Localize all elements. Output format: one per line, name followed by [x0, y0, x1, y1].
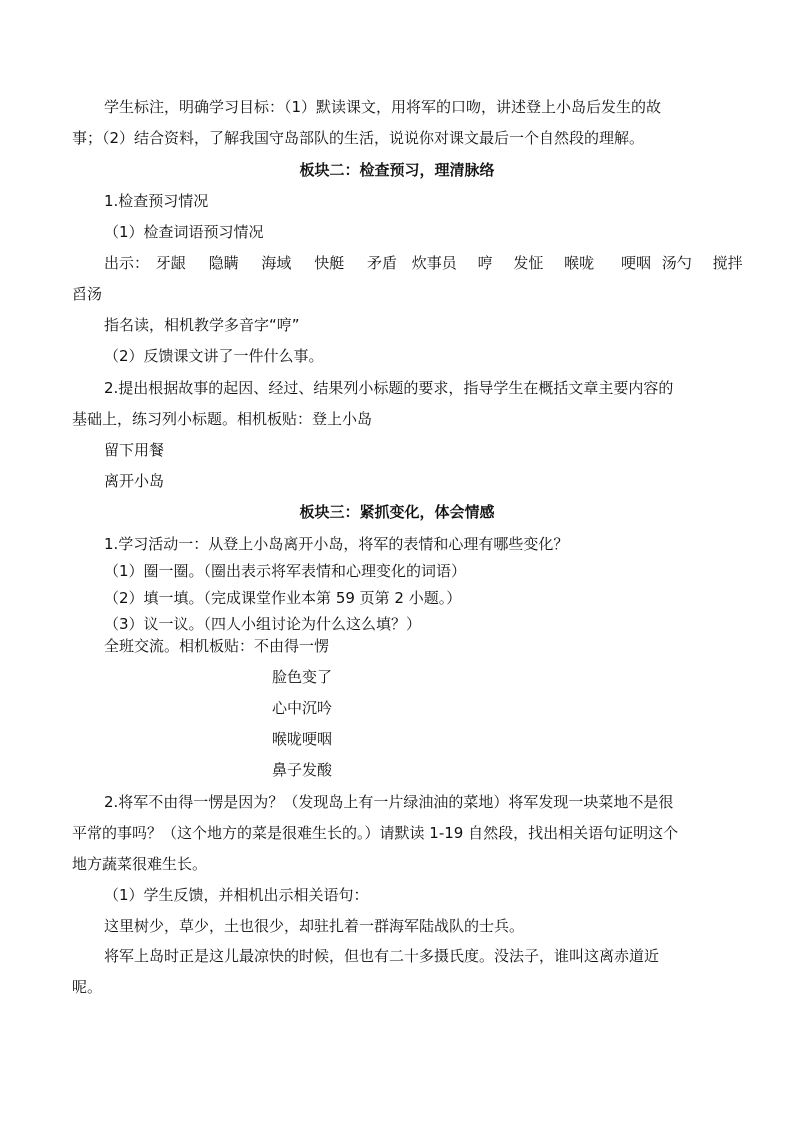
vocab-word: 汤勺 [661, 254, 692, 272]
activity-step: （1）圈一圈。（圈出表示将军表情和心理变化的词语） [104, 562, 467, 580]
class-share-line: 全班交流。相机板贴：不由得一愣 [104, 637, 330, 655]
vocab-word: 搅拌 [712, 254, 743, 272]
vocab-word: 海域 [261, 254, 292, 272]
vocab-word: 隐瞒 [208, 254, 239, 272]
vocab-word: 喉咙 [564, 254, 595, 272]
question-2-line-2: 平常的事吗？（这个地方的菜是很难生长的。）请默读 1-19 自然段，找出相关语句证明这个 [72, 824, 679, 842]
board-note: 留下用餐 [104, 441, 165, 459]
feedback-sub: （2）反馈课文讲了一件什么事。 [104, 347, 324, 365]
vocab-word: 哼 [477, 254, 493, 272]
check-words-sub: （1）检查词语预习情况 [104, 223, 264, 241]
question-2-line-3: 地方蔬菜很难生长。 [72, 855, 208, 873]
vocab-word: 矛盾 [366, 254, 397, 272]
board-note: 脸色变了 [272, 668, 333, 686]
board-note: 离开小岛 [104, 472, 165, 490]
vocab-word: 哽咽 [620, 254, 651, 272]
vocab-list [104, 253, 743, 273]
quote-line: 呢。 [72, 978, 103, 996]
question-2-line-1: 2.将军不由得一愣是因为？（发现岛上有一片绿油油的菜地）将军发现一块菜地不是很 [104, 793, 674, 811]
board-note: 鼻子发酸 [272, 761, 333, 779]
section-2-heading: 板块二：检查预习，理清脉络 [299, 161, 495, 179]
activity-step: （2）填一填。（完成课堂作业本第 59 页第 2 小题。） [104, 589, 462, 607]
board-note: 心中沉吟 [272, 699, 333, 717]
check-preview-item: 1.检查预习情况 [104, 192, 209, 210]
vocab-wrap-word: 舀汤 [72, 285, 103, 303]
vocab-word: 发怔 [513, 254, 544, 272]
activity-step: （3）议一议。（四人小组讨论为什么这么填？） [104, 615, 422, 633]
subtitle-task-line-1: 2.提出根据故事的起因、经过、结果列小标题的要求，指导学生在概括文章主要内容的 [104, 379, 674, 397]
goal-line-1: 学生标注，明确学习目标：（1）默读课文，用将军的口吻，讲述登上小岛后发生的故 [104, 98, 662, 116]
goal-line-2: 事；（2）结合资料，了解我国守岛部队的生活，说说你对课文最后一个自然段的理解。 [72, 129, 645, 147]
board-note: 喉咙哽咽 [272, 730, 333, 748]
vocab-word: 牙龈 [155, 254, 186, 272]
vocab-word: 快艇 [314, 254, 345, 272]
show-label: 出示： [104, 254, 150, 272]
feedback-line: （1）学生反馈，并相机出示相关语句： [104, 886, 369, 904]
vocab-word: 炊事员 [411, 254, 457, 272]
section-3-heading: 板块三：紧抓变化，体会情感 [299, 503, 495, 521]
quote-line: 这里树少，草少，土也很少，却驻扎着一群海军陆战队的士兵。 [104, 917, 525, 935]
subtitle-task-line-2: 基础上，练习列小标题。相机板贴：登上小岛 [72, 410, 373, 428]
activity-1: 1.学习活动一：从登上小岛离开小岛，将军的表情和心理有哪些变化？ [104, 535, 569, 553]
quote-line: 将军上岛时正是这儿最凉快的时候，但也有二十多摄氏度。没法子，谁叫这离赤道近 [104, 947, 660, 965]
read-line: 指名读，相机教学多音字“哼” [104, 316, 300, 334]
